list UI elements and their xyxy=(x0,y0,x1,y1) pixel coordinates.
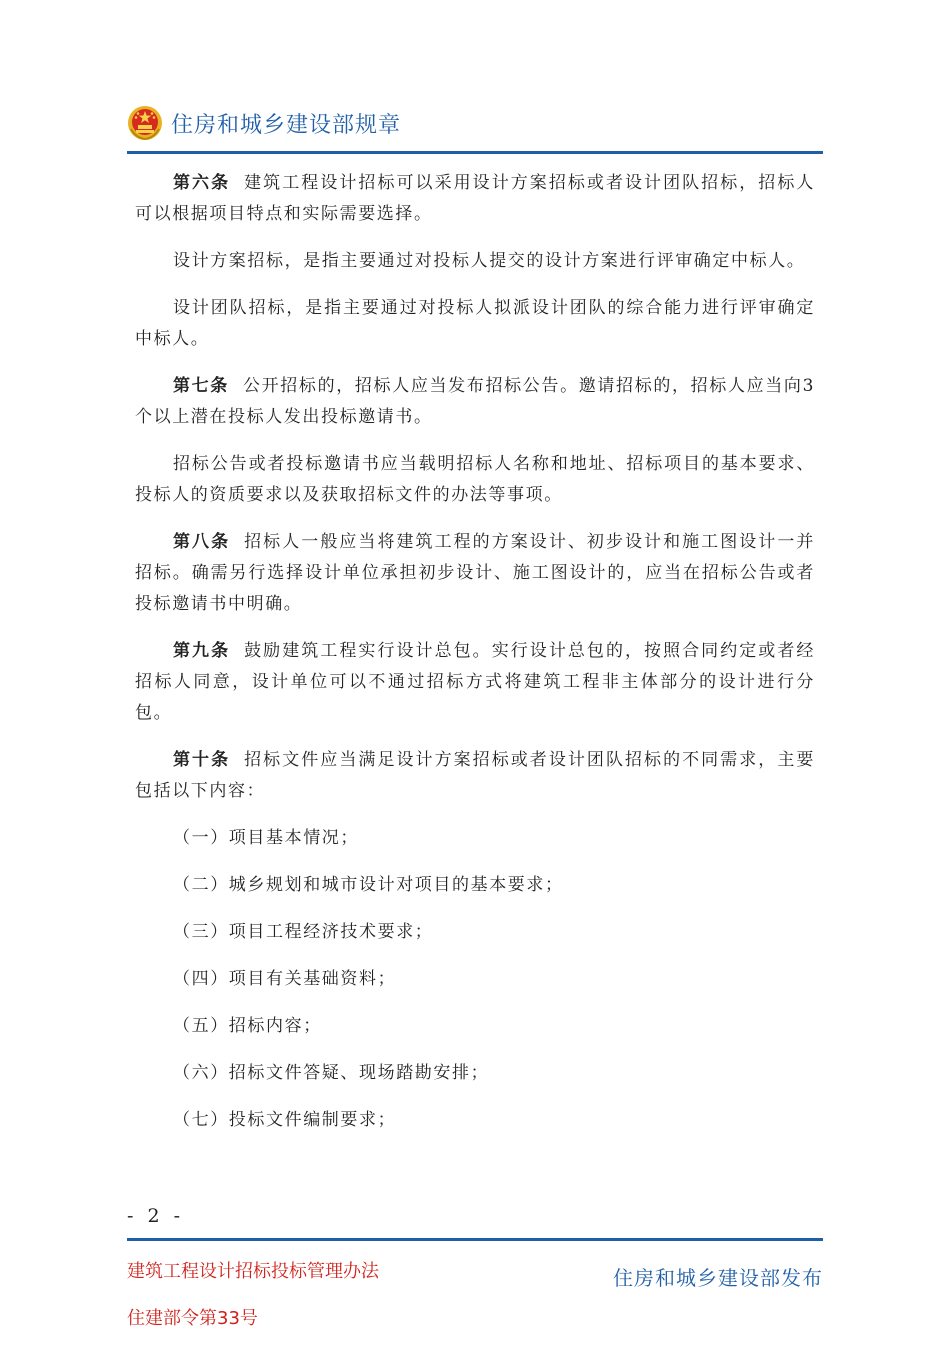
page-header xyxy=(127,103,823,155)
paragraph xyxy=(135,246,815,277)
list-item: （六）招标文件答疑、现场踏勘安排； xyxy=(173,1063,490,1083)
list-item: （四）项目有关基础资料； xyxy=(173,969,397,989)
list-item: （五）招标内容； xyxy=(173,1016,322,1036)
list-item: （一）项目基本情况； xyxy=(173,828,359,848)
list-item: （二）城乡规划和城市设计对项目的基本要求； xyxy=(173,875,564,895)
footer-order-number: 住建部令第33号 xyxy=(127,1308,258,1329)
article-body xyxy=(135,168,815,1152)
paragraph xyxy=(135,293,815,355)
footer-publisher: 住房和城乡建设部发布 xyxy=(613,1266,823,1290)
footer-divider xyxy=(127,1238,823,1241)
paragraph xyxy=(135,449,815,511)
paragraph-text: 招标公告或者投标邀请书应当载明招标人名称和地址、招标项目的基本要求、投标人的资质要求以及获取招标文件的办法等事项。 xyxy=(135,454,815,505)
article-label: 第八条 xyxy=(173,532,231,552)
list-item: （三）项目工程经济技术要求； xyxy=(173,922,434,942)
article-label: 第十条 xyxy=(173,750,231,770)
paragraph-text: 设计团队招标，是指主要通过对投标人拟派设计团队的综合能力进行评审确定中标人。 xyxy=(135,298,815,349)
paragraph-text: 招标文件应当满足设计方案招标或者设计团队招标的不同需求，主要包括以下内容： xyxy=(135,750,815,801)
footer-doc-title: 建筑工程设计招标投标管理办法 xyxy=(127,1261,379,1282)
paragraph-text: 建筑工程设计招标可以采用设计方案招标或者设计团队招标，招标人可以根据项目特点和实际需要选择。 xyxy=(135,173,815,224)
paragraph-text: 招标人一般应当将建筑工程的方案设计、初步设计和施工图设计一并招标。确需另行选择设计单位承担初步设计、施工图设计的，应当在招标公告或者投标邀请书中明确。 xyxy=(135,532,815,614)
paragraph xyxy=(135,636,815,729)
header-divider xyxy=(127,151,823,154)
list-item: （七）投标文件编制要求； xyxy=(173,1110,397,1130)
paragraph xyxy=(135,745,815,807)
national-emblem-icon xyxy=(127,105,163,141)
paragraph xyxy=(135,371,815,433)
paragraph xyxy=(135,527,815,620)
paragraph xyxy=(135,168,815,230)
header-title: 住房和城乡建设部规章 xyxy=(171,113,402,138)
paragraph-text: 公开招标的，招标人应当发布招标公告。邀请招标的，招标人应当向3个以上潜在投标人发出投标邀请书。 xyxy=(135,376,815,427)
paragraph-text: 鼓励建筑工程实行设计总包。实行设计总包的，按照合同约定或者经招标人同意，设计单位可以不通过招标方式将建筑工程非主体部分的设计进行分包。 xyxy=(135,641,815,723)
paragraph-text: 设计方案招标，是指主要通过对投标人提交的设计方案进行评审确定中标人。 xyxy=(173,251,806,271)
article-label: 第七条 xyxy=(173,376,229,396)
article-label: 第九条 xyxy=(173,641,231,661)
page-number: - 2 - xyxy=(127,1205,185,1227)
article-label: 第六条 xyxy=(173,173,231,193)
